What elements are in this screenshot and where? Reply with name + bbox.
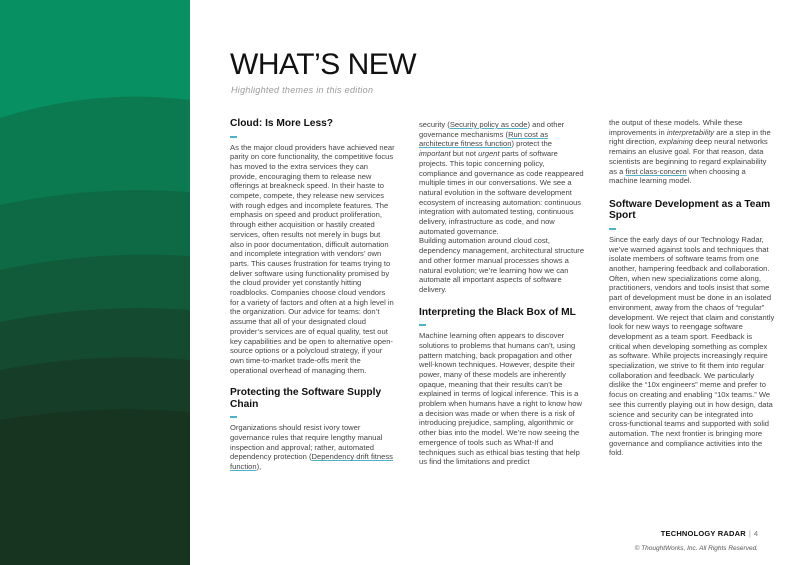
page-subtitle: Highlighted themes in this edition [231,85,374,95]
section-heading-cloud: Cloud: Is More Less? [230,118,334,129]
link-dependency-drift[interactable]: Dependency drift fitness function [230,452,393,472]
paragraph-governance: security (Security policy as code) and other governance mechanisms (Run cost as architecture fitness function) protect the important but not urgent parts of software projects. This topic concerning policy, compliance and governance as code reappeared multiple times in our conversations. We see a natural evolution in the software development ecosystem of increasing automation: continuous integration with automated testing, continuous delivery, infrastructure as code, and now automated governance. [419,120,584,236]
column-3 [609,118,775,458]
paragraph-ml: Machine learning often appears to discover solutions to problems that humans can’t, using pattern matching, back propagation and other well-known techniques. However, despite their power, many of these models are inherently opaque, meaning that their results can’t be explained in terms of logical inference. This is a problem when humans have a right to know how a decision was made or when there is a risk of introducing prejudice, sampling, algorithmic or other bias into the model. We’re now seeing the emergence of tools such as What-If and techniques such as ethical bias testing that help us find the limitations and predict [419,331,582,467]
link-security-policy[interactable]: Security policy as code [449,120,528,129]
decorative-green-sidebar [0,0,190,565]
accent-rule [419,324,426,326]
section-heading-supply-chain: Protecting the Software Supply Chain [230,387,382,410]
paragraph-automation: Building automation around cloud cost, dependency management, architectural structure and other former manual processes shows a natural evolution; we’re learning how we can automate all important aspects of software delivery. [419,236,585,294]
section-heading-ml: Interpreting the Black Box of ML [419,306,576,318]
accent-rule [230,136,237,138]
paragraph-team-sport: Since the early days of our Technology Radar, we’ve warned against tools and techniques that isolate members of software teams from one another, hampering feedback and collaboration. Often, when new specializations come along, practitioners, vendors and tools insist that some part of development must be done in an isolated environment, away from the chaos of “regular” development. We reject that claim and constantly look for new ways to reengage software development as a team sport. Feedback is critical when developing something as complex as software. While projects increasingly require specialization, we strive to fit them into regular collaboration and feedback. We particularly dislike the “10x engineers” meme and prefer to focus on creating and enabling “10x teams.” We see this currently playing out in how design, data science and security can be integrated into cross-functional teams and supported with solid automation. The next frontier is bringing more governance and compliance activities into the fold. [609,234,775,458]
accent-rule [609,228,616,230]
link-run-cost[interactable]: Run cost as architecture fitness function [419,129,549,149]
copyright: © ThoughtWorks, Inc. All Rights Reserved. [634,545,758,552]
footer-brand: TECHNOLOGY RADAR [660,529,746,538]
section-heading-team-sport: Software Development as a Team Sport [609,198,771,222]
footer-separator: | [748,529,751,538]
link-first-class-concern[interactable]: first class-concern [625,166,687,176]
page-footer [635,523,758,552]
green-wave-graphic [0,0,190,565]
paragraph-supply-chain: Organizations should resist ivory tower governance rules that require lengthy manual inspection and approval; rather, automated dependency protection (Dependency drift fitness function), [230,423,393,472]
page-title: WHAT’S NEW [230,48,417,81]
page-number: 4 [753,529,758,538]
paragraph-cloud: As the major cloud providers have achieved near parity on core functionality, the competitive focus has moved to the extra services they can provide, encouraging them to release new offerings at breakneck speed. In their haste to compete, compete, they release new services with rough edges and incomplete features. The emphasis on speed and product proliferation, through either acquisition or hastily created services, often results not merely in bugs but also in poor documentation, difficult automation and incomplete integration with vendors’ own parts. This causes frustration for teams trying to deliver software using functionality promised by the cloud provider yet constantly hitting roadblocks. Companies choose cloud vendors for a variety of factors and often at a high level in the organization. Our advice for teams: don’t assume that all of your designated cloud provider’s services are of equal quality, test out key capabilities and be open to alternative open-source options or a polycloud strategy, if your own time-to-market trade-offs merit the operational overhead of managing them. [230,142,395,375]
column-1 [230,118,396,472]
accent-rule [230,416,237,418]
paragraph-interpretability: the output of these models. While these improvements in interpretability are a step in the right direction, explaining deep neural networks remains an elusive goal. For that reason, data scientists are beginning to regard explainability as a first class-concern when choosing a machine learning model. [609,118,771,186]
column-2 [419,120,585,467]
